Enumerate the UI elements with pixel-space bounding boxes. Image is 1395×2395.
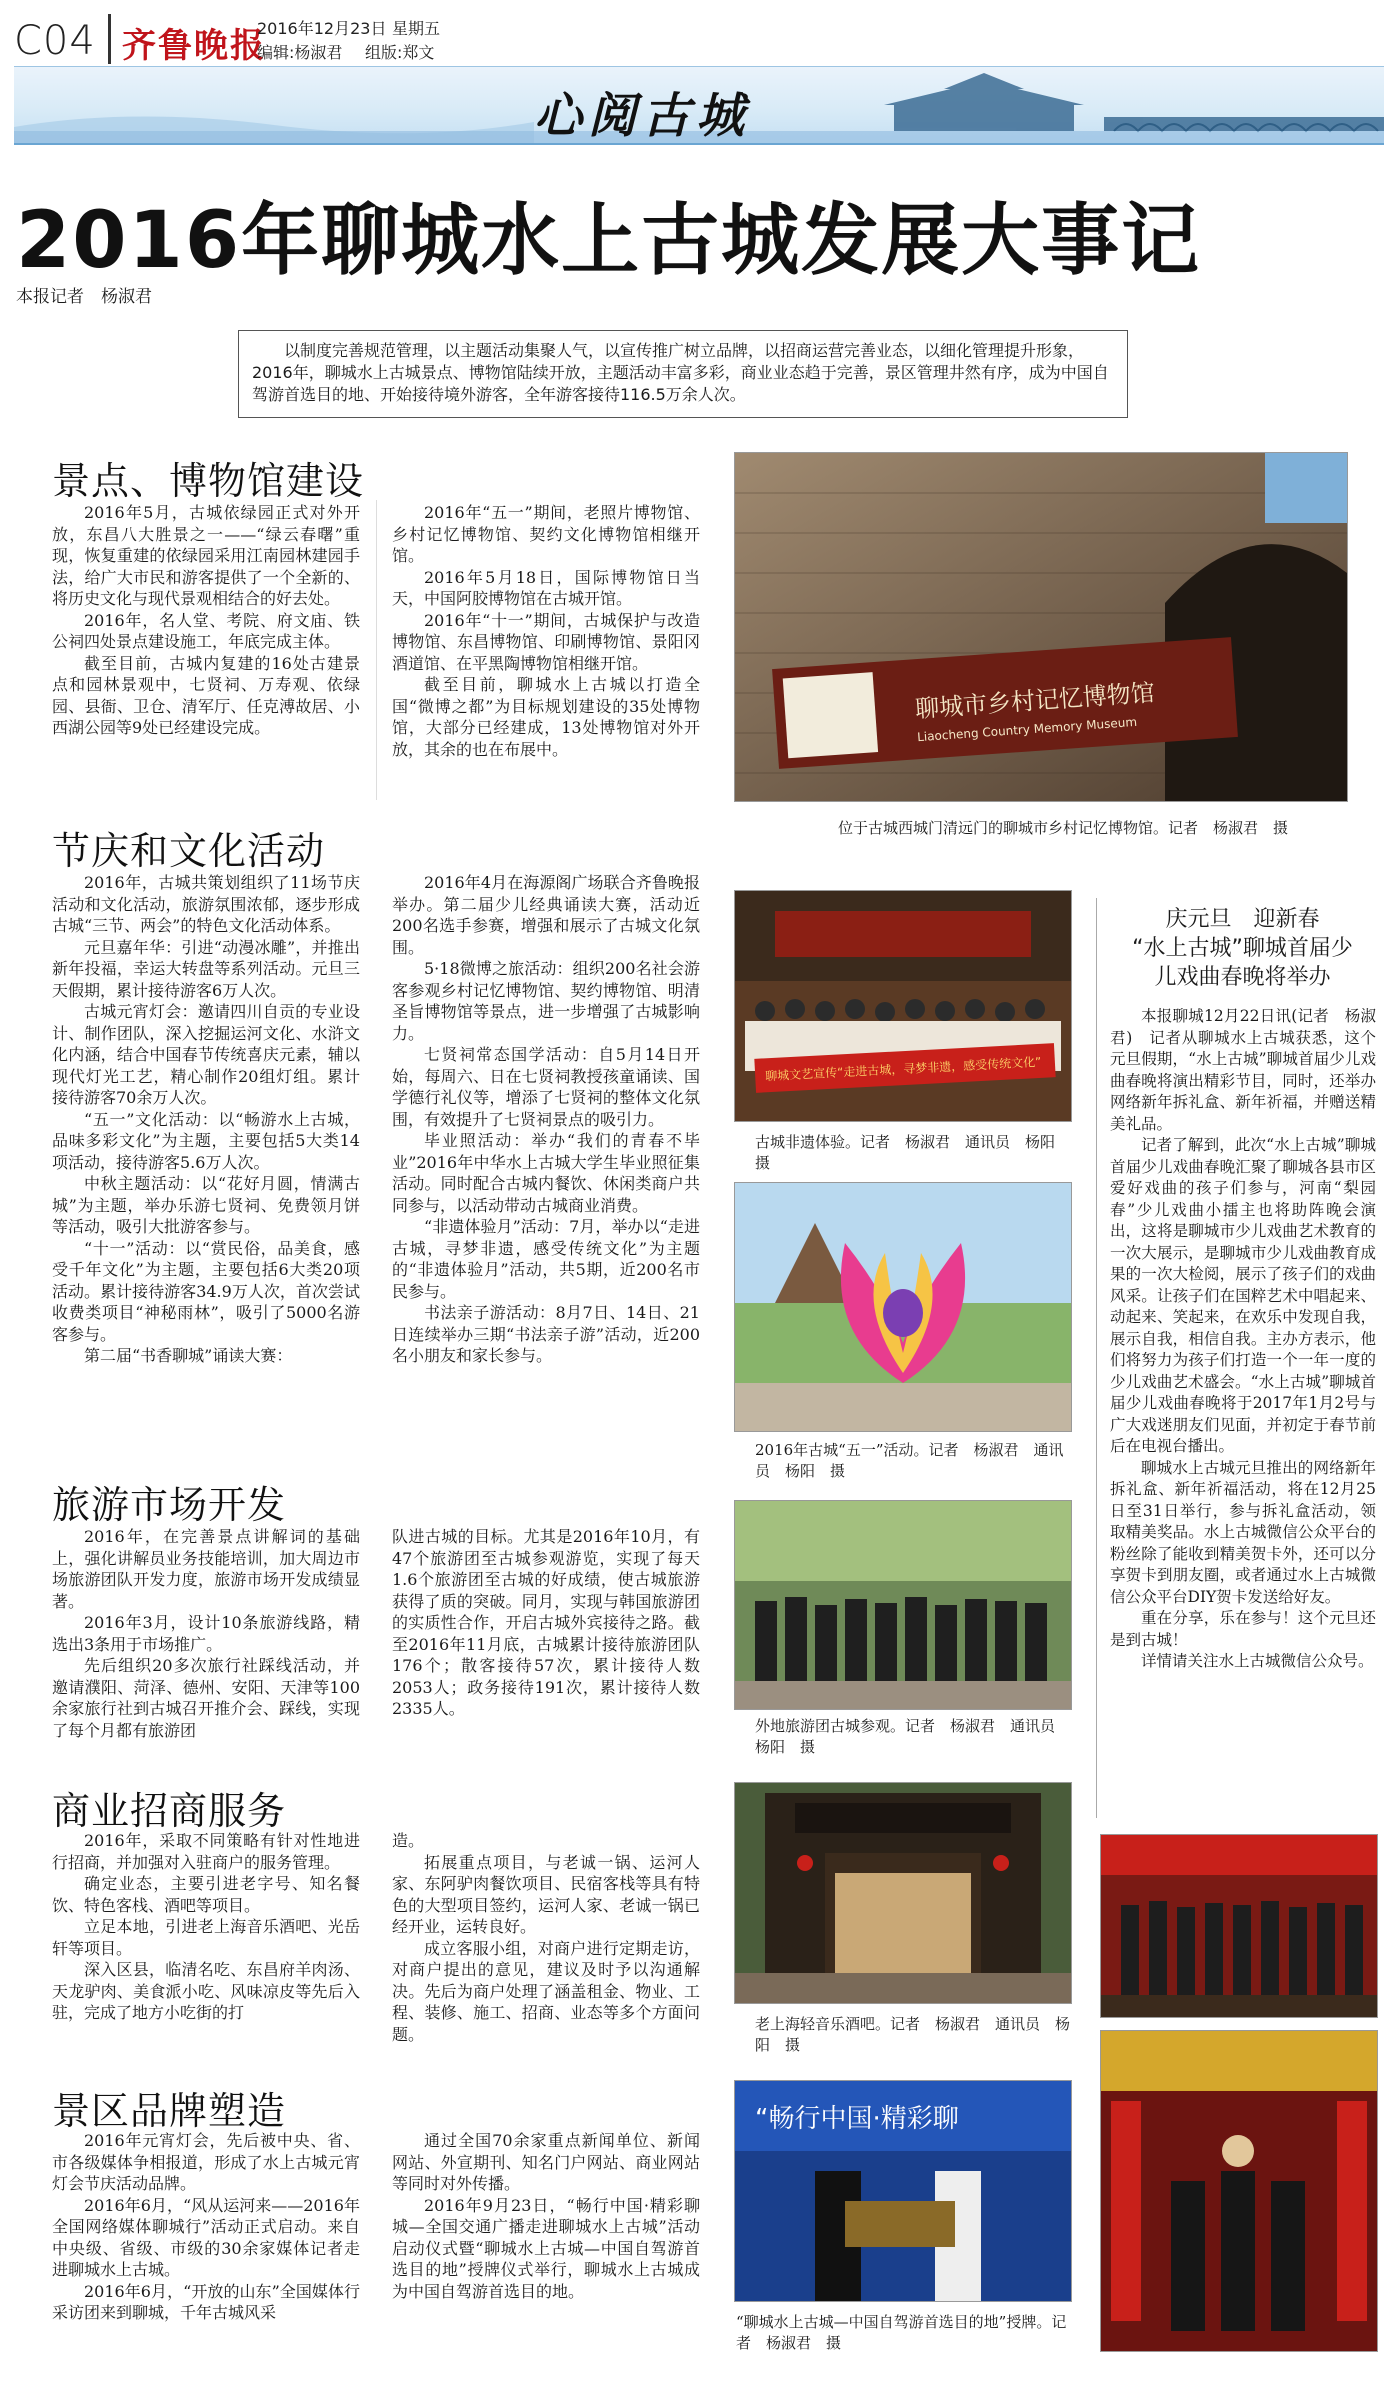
paragraph: 截至目前，古城内复建的16处古建景点和园林景观中，七贤祠、万寿观、依绿园、县衙、卫仓、清军厅、任克溥故居、小西湖公园等9处已经建设完成。 [52, 653, 360, 737]
paragraph: 2016年4月在海源阁广场联合齐鲁晚报举办。第二届少儿经典诵读大赛，活动近200名选手参赛，增强和展示了古城文化氛围。 [392, 873, 700, 957]
paragraph: 确定业态，主要引进老字号、知名餐饮、特色客栈、酒吧等项目。 [52, 1874, 360, 1915]
paragraph: 2016年9月23日，“畅行中国·精彩聊城—全国交通广播走进聊城水上古城”活动启动仪式暨“聊城水上古城—中国自驾游首选目的地”授牌仪式举行，聊城水上古城成为中国自驾游首选目的地。 [392, 2195, 700, 2301]
heritage-photo [734, 890, 1072, 1122]
section-brand-col1 [52, 2130, 360, 2324]
paragraph: 七贤祠常态国学活动：自5月14日开始，每周六、日在七贤祠教授孩童诵读、国学德行礼仪等，增添了七贤祠的整体文化氛围，有效提升了七贤祠景点的吸引力。 [392, 1045, 700, 1129]
paragraph: 2016年6月，“开放的山东”全国媒体行采访团来到聊城，千年古城风采 [52, 2281, 360, 2322]
byline: 本报记者 杨淑君 [16, 287, 152, 307]
paragraph: 书法亲子游活动：8月7日、14日、21日连续举办三期“书法亲子游”活动，近200名小朋友和家长参与。 [392, 1303, 700, 1365]
paragraph: “五一”文化活动：以“畅游水上古城，品味多彩文化”为主题，主要包括5大类14项活动，接待游客5.6万人次。 [52, 1109, 360, 1172]
section-tourism-col2 [392, 1526, 700, 1720]
section-scenic-col2 [392, 502, 700, 760]
music-bar-photo [734, 1782, 1072, 2004]
section-title-business: 商业招商服务 [52, 1789, 287, 1833]
section-title-scenic: 景点、博物馆建设 [52, 459, 365, 503]
paragraph: 重在分享，乐在参与！这个元旦还是到古城！ [1110, 1609, 1376, 1649]
paragraph: 2016年5月，古城依绿园正式对外开放，东昌八大胜景之一——“绿云春曙”重现，恢复重建的依绿园采用江南园林建园手法，给广大市民和游客提供了一个全新的、将历史文化与现代景观相结合的好去处。 [52, 503, 360, 608]
tour-group-photo [734, 1500, 1072, 1710]
paragraph: “十一”活动：以“赏民俗，品美食，感受千年文化”为主题，主要包括6大类20项活动。累计接待游客34.9万人次，首次尝试收费类项目“神秘雨林”，吸引了5000名游客参与。 [52, 1238, 360, 1344]
column-title: 心阅古城 [534, 88, 751, 144]
issue-date: 2016年12月23日 [257, 19, 387, 38]
sidebar-title-line: “水上古城”聊城首届少 [1132, 936, 1353, 961]
sidebar-divider [1096, 898, 1097, 1818]
paragraph: 2016年5月18日，国际博物馆日当天，中国阿胶博物馆在古城开馆。 [392, 567, 700, 608]
award-ceremony-image [735, 2081, 1071, 2301]
paragraph: 2016年6月，“风从运河来——2016年全国网络媒体聊城行”活动正式启动。来自中央级、省级、市级的30余家媒体记者走进聊城水上古城。 [52, 2195, 360, 2279]
photo-banner-text: 聊城文艺宣传“走进古城，寻梦非遗，感受传统文化” [764, 1054, 1042, 1084]
photo-caption: 老上海轻音乐酒吧。记者 杨淑君 通讯员 杨阳 摄 [755, 2015, 1071, 2054]
paragraph: 古城元宵灯会：邀请四川自贡的专业设计、制作团队，深入挖掘运河文化、水浒文化内涵，结合中国春节传统喜庆元素，辅以现代灯光工艺，精心制作20组灯组。累计接待游客70余万人次。 [52, 1002, 360, 1107]
sidebar-article [1110, 1006, 1376, 1673]
paragraph: 聊城水上古城元旦推出的网络新年拆礼盒、新年祈福活动，将在12月25日至31日举行，参与拆礼盒活动，领取精美奖品。水上古城微信公众平台的粉丝除了能收到精美贺卡外，还可以分享贺卡到朋友圈，或者通过水上古城微信公众平台DIY贺卡发送给好友。 [1110, 1458, 1376, 1606]
paragraph: 立足本地，引进老上海音乐酒吧、光岳轩等项目。 [52, 1917, 360, 1958]
section-title-tourism: 旅游市场开发 [52, 1483, 287, 1527]
issue-weekday: 星期五 [392, 19, 441, 38]
opera-performance-photo [1100, 2030, 1378, 2352]
paragraph: 造。 [392, 1831, 425, 1850]
museum-sign-english: Liaocheng Country Memory Museum [916, 714, 1138, 745]
newspaper-brand: 齐鲁晚报 [122, 26, 266, 66]
photo-caption: 古城非遗体验。记者 杨淑君 通讯员 杨阳 摄 [755, 1133, 1071, 1172]
sidebar-title [1110, 905, 1375, 992]
paragraph: 2016年，采取不同策略有针对性地进行招商，并加强对入驻商户的服务管理。 [52, 1831, 360, 1872]
photo-caption: “聊城水上古城—中国自驾游首选目的地”授牌。记者 杨淑君 摄 [736, 2313, 1067, 2352]
paragraph: 记者了解到，此次“水上古城”聊城首届少儿戏曲春晚汇聚了聊城各县市区爱好戏曲的孩子们参与，河南“梨园春”少儿戏曲小擂主也将助阵晚会演出，这将是聊城市少儿戏曲艺术教育的一次大展示，是聊城市少儿戏曲教育成果的一次大检阅，展示了孩子们的戏曲风采。让孩子们在国粹艺术中唱起来、动起来、笑起来，在欢乐中发现自我，展示自我，相信自我。主办方表示，他们将努力为孩子们打造一个一年一度的少儿戏曲艺术盛会。“水上古城”聊城首届少儿戏曲春晚将于2017年1月2号与广大戏迷朋友们见面，并初定于春节前后在电视台播出。 [1110, 1136, 1376, 1455]
column-banner [14, 66, 1384, 145]
section-title-brand: 景区品牌塑造 [52, 2089, 287, 2133]
group-banner-image [735, 891, 1071, 1121]
section-business-col1 [52, 1830, 360, 2024]
paragraph: 2016年“十一”期间，古城保护与改造博物馆、东昌博物馆、印刷博物馆、景阳冈酒道馆、在平黑陶博物馆相继开馆。 [392, 610, 700, 673]
tour-group-image [735, 1501, 1071, 1709]
paragraph: 5·18微博之旅活动：组织200名社会游客参观乡村记忆博物馆、契约博物馆、明清圣旨博物馆等景点，进一步增强了古城影响力。 [392, 959, 700, 1043]
section-title-festivals: 节庆和文化活动 [52, 829, 326, 873]
museum-gate-image [735, 453, 1347, 801]
column-rule [376, 500, 377, 800]
paragraph: 2016年元宵灯会，先后被中央、省、市各级媒体争相报道，形成了水上古城元宵灯会节庆活动品牌。 [52, 2131, 360, 2193]
paragraph: 成立客服小组，对商户进行定期走访，对商户提出的意见，建议及时予以沟通解决。先后为商户处理了涵盖租金、物业、工程、装修、施工、招商、业态等多个方面问题。 [392, 1938, 700, 2044]
paragraph: 拓展重点项目，与老诚一锅、运河人家、东阿驴肉餐饮项目、民宿客栈等具有特色的大型项目签约，运河人家、老诚一锅已经开业，运转良好。 [392, 1852, 700, 1936]
opera-performance-image [1101, 2031, 1377, 2351]
paragraph: 截至目前，聊城水上古城以打造全国“微博之都”为目标规划建设的35处博物馆，大部分已经建成，13处博物馆对外开放，其余的也在布展中。 [392, 675, 700, 759]
may-day-photo [734, 1182, 1072, 1432]
paragraph: 2016年，在完善景点讲解词的基础上，强化讲解员业务技能培训，加大周边市场旅游团队开发力度，旅游市场开发成绩显著。 [52, 1527, 360, 1611]
sidebar-title-line: 庆元旦 迎新春 [1165, 907, 1320, 932]
section-festivals-col1 [52, 872, 360, 1367]
section-scenic-col1 [52, 502, 360, 739]
designer-credit: 组版:郑文 [365, 43, 435, 62]
paragraph: 通过全国70余家重点新闻单位、新闻网站、外宣期刊、知名门户网站、商业网站等同时对外传播。 [392, 2131, 700, 2193]
paragraph: 元旦嘉年华：引进“动漫冰雕”，并推出新年投福，幸运大转盘等系列活动。元旦三天假期，累计接待游客6万人次。 [52, 937, 360, 1000]
paragraph: 2016年3月，设计10条旅游线路，精选出3条用于市场推广。 [52, 1613, 360, 1654]
paragraph: 2016年“五一”期间，老照片博物馆、乡村记忆博物馆、契约文化博物馆相继开馆。 [392, 503, 700, 565]
award-photo [734, 2080, 1072, 2302]
paragraph: 2016年，古城共策划组织了11场节庆活动和文化活动，旅游氛围浓郁，逐步形成古城“三节、两会”的特色文化活动体系。 [52, 873, 360, 935]
section-tourism-col1 [52, 1526, 360, 1741]
section-business-col2 [392, 1830, 700, 2045]
paragraph: 本报聊城12月22日讯(记者 杨淑君) 记者从聊城水上古城获悉，这个元旦假期，“水上古城”聊城首届少儿戏曲春晚将演出精彩节目，同时，还举办网络新年拆礼盒、新年祈福，并赠送精美礼品。 [1110, 1007, 1376, 1133]
paragraph: 队进古城的目标。尤其是2016年10月，有47个旅游团至古城参观游览，实现了每天1.6个旅游团至古城的好成绩，使古城旅游获得了质的突破。同月，实现与韩国旅游团的实质性合作，开启古城外宾接待之路。截至2016年11月底，古城累计接待旅游团队176个；散客接待57次，累计接待人数2053人；政务接待191次，累计接待人数2335人。 [392, 1527, 700, 1718]
editor-credit: 编辑:杨淑君 [257, 43, 343, 62]
section-festivals-col2 [392, 872, 700, 1367]
festival-costume-image [735, 1183, 1071, 1431]
photo-caption: 位于古城西城门清远门的聊城市乡村记忆博物馆。记者 杨淑君 摄 [838, 819, 1289, 837]
paragraph: 毕业照活动：举办“我们的青春不毕业”2016年中华水上古城大学生毕业照征集活动。同时配合古城内餐饮、休闲类商户共同参与，以活动带动古城商业消费。 [392, 1131, 700, 1215]
paragraph: “非遗体验月”活动：7月，举办以“走进古城，寻梦非遗，感受传统文化”为主题的“非遗体验月”活动，共5期，近200名市民参与。 [392, 1217, 700, 1301]
paragraph: 深入区县，临清名吃、东昌府羊肉汤、天龙驴肉、美食派小吃、风味凉皮等先后入驻，完成了地方小吃街的打 [52, 1960, 360, 2022]
paragraph: 第二届“书香聊城”诵读大赛： [84, 1346, 293, 1365]
page-number: C04 [14, 18, 96, 64]
paragraph: 先后组织20多次旅行社踩线活动，并邀请濮阳、菏泽、德州、安阳、天津等100余家旅行社到古城召开推介会、踩线，实现了每个月都有旅游团 [52, 1656, 360, 1740]
photo-caption: 外地旅游团古城参观。记者 杨淑君 通讯员 杨阳 摄 [755, 1717, 1071, 1756]
sidebar-title-line: 儿戏曲春晚将举办 [1154, 965, 1331, 990]
opera-stage-photo [1100, 1834, 1378, 2018]
paragraph: 中秋主题活动：以“花好月圆，情满古城”为主题，举办乐游七贤祠、免费领月饼等活动，吸引大批游客参与。 [52, 1174, 360, 1236]
photo-caption: 2016年古城“五一”活动。记者 杨淑君 通讯员 杨阳 摄 [755, 1441, 1064, 1480]
lead-paragraph: 以制度完善规范管理，以主题活动集聚人气，以宣传推广树立品牌，以招商运营完善业态，以细化管理提升形象，2016年，聊城水上古城景点、博物馆陆续开放，主题活动丰富多彩，商业业态趋于完善，景区管理井然有序，成为中国自驾游首选目的地、开始接待境外游客，全年游客接待116.5万余人次。 [252, 341, 1109, 404]
section-brand-col2 [392, 2130, 700, 2302]
award-board-text: “畅行中国·精彩聊 [755, 2104, 959, 2134]
opera-stage-image [1101, 1835, 1377, 2017]
paragraph: 2016年，名人堂、考院、府文庙、铁公祠四处景点建设施工，年底完成主体。 [52, 610, 360, 651]
paragraph: 详情请关注水上古城微信公众号。 [1141, 1652, 1374, 1670]
music-bar-image [735, 1783, 1071, 2003]
museum-sign-text: 聊城市乡村记忆博物馆 [914, 678, 1156, 724]
page-headline: 2016年聊城水上古城发展大事记 [16, 196, 1202, 286]
museum-photo [734, 452, 1348, 802]
header-divider [108, 14, 111, 64]
